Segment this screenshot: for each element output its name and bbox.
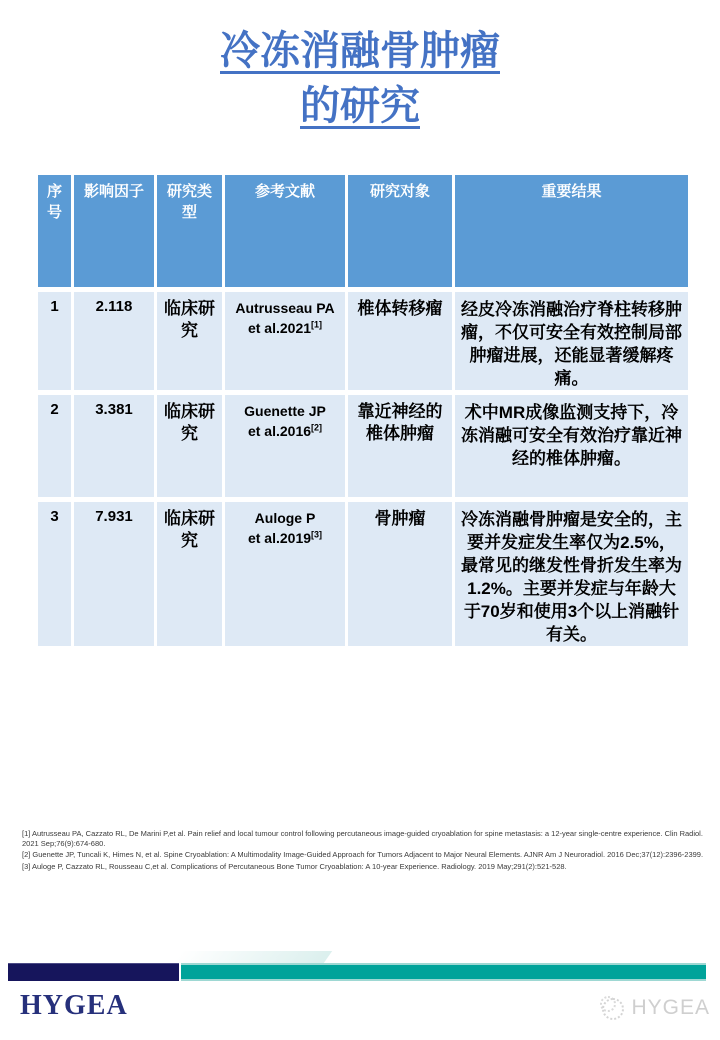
cell-reference xyxy=(225,395,345,497)
watermark xyxy=(600,996,710,1020)
column-header-result: 重要结果 xyxy=(455,175,688,287)
cell-result: 术中MR成像监测支持下，冷冻消融可安全有效治疗靠近神经的椎体肿瘤。 xyxy=(455,395,688,497)
hygea-logo-text: HYGEA xyxy=(20,990,128,1021)
reference-year: et al.2016[2] xyxy=(247,422,323,439)
cell-study-type: 临床研究 xyxy=(157,395,222,497)
cell-reference xyxy=(225,502,345,646)
column-header-impact-factor: 影响因子 xyxy=(74,175,154,287)
reference-citation-mark: [2] xyxy=(311,422,323,433)
reference-citation-mark: [3] xyxy=(311,529,323,540)
table-header-row xyxy=(38,175,688,287)
reference-author: Guenette JP xyxy=(244,403,326,419)
watermark-text: HYGEA xyxy=(631,996,710,1019)
footer-navy-bar xyxy=(8,963,179,981)
reference-author: Autrusseau PA xyxy=(235,300,335,316)
column-header-number: 序号 xyxy=(38,175,71,287)
footnote-2: [2] Guenette JP, Tuncali K, Himes N, et al. Spine Cryoablation: A Multimodality Image-Guided Approach for Tumors Adjacent to Major Neural Elements. AJNR Am J Neuroradiol. 2016 Dec;37(12):2396-2399. xyxy=(22,850,704,859)
cell-impact-factor: 3.381 xyxy=(74,395,154,497)
reference-year: et al.2021[1] xyxy=(247,319,323,336)
table-row xyxy=(38,395,688,497)
footer-accent-wisp xyxy=(174,951,332,963)
column-header-reference: 参考文献 xyxy=(225,175,345,287)
table-row xyxy=(38,292,688,390)
cell-number: 3 xyxy=(38,502,71,646)
research-table xyxy=(35,170,691,651)
footnote-3: [3] Auloge P, Cazzato RL, Rousseau C,et al. Complications of Percutaneous Bone Tumor Cryoablation: A 10-year Experience. Radiology. 2019 May;291(2):521-528. xyxy=(22,861,567,871)
footer-teal-bar xyxy=(181,963,706,981)
cell-number: 2 xyxy=(38,395,71,497)
cell-reference xyxy=(225,292,345,390)
reference-author: Auloge P xyxy=(254,510,316,526)
cell-study-type: 临床研究 xyxy=(157,502,222,646)
cell-impact-factor: 2.118 xyxy=(74,292,154,390)
cell-subject: 骨肿瘤 xyxy=(348,502,452,646)
column-header-subject: 研究对象 xyxy=(348,175,452,287)
cell-number: 1 xyxy=(38,292,71,390)
cell-result: 冷冻消融骨肿瘤是安全的，主要并发症发生率仅为2.5%，最常见的继发性骨折发生率为1.2%。主要并发症与年龄大于70岁和使用3个以上消融针有关。 xyxy=(455,502,688,646)
cell-subject: 椎体转移瘤 xyxy=(348,292,452,390)
footnote-references xyxy=(22,829,708,873)
column-header-study-type: 研究类型 xyxy=(157,175,222,287)
footnote-1: [1] Autrusseau PA, Cazzato RL, De Marini P,et al. Pain relief and local tumour control following percutaneous image-guided cryoablation for spine metastasis: a 12-year single-centre experience. Clin Radiol. 2021 Sep;76(9):674-680. xyxy=(22,829,703,848)
page-title-line1: 冷冻消融骨肿瘤 xyxy=(220,29,500,73)
cell-subject: 靠近神经的椎体肿瘤 xyxy=(348,395,452,497)
table-row xyxy=(38,502,688,646)
reference-citation-mark: [1] xyxy=(311,319,323,330)
page-title-line2: 的研究 xyxy=(300,84,420,128)
reference-year: et al.2019[3] xyxy=(247,529,323,546)
cell-result: 经皮冷冻消融治疗脊柱转移肿瘤，不仅可安全有效控制局部肿瘤进展，还能显著缓解疼痛。 xyxy=(455,292,688,390)
page-title xyxy=(0,24,720,134)
cell-study-type: 临床研究 xyxy=(157,292,222,390)
hygea-watermark-icon xyxy=(600,996,624,1020)
cell-impact-factor: 7.931 xyxy=(74,502,154,646)
